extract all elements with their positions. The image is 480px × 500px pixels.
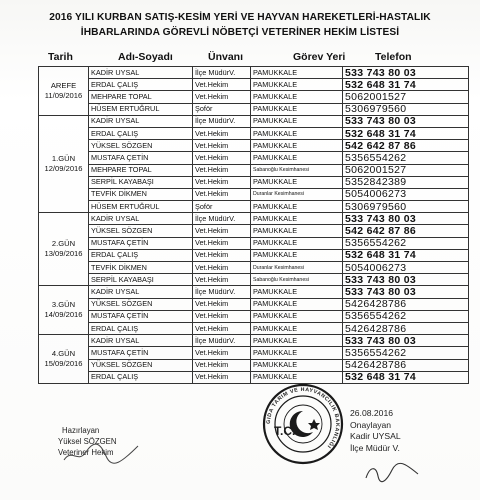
table-row — [39, 371, 469, 383]
duty-cell: PAMUKKALE — [251, 237, 343, 249]
duty-cell: Sabanoğlu Kesimhanesi — [251, 164, 343, 176]
table-row — [39, 237, 469, 249]
title-cell: Şoför — [193, 103, 251, 115]
phone-cell: 5306979560 — [343, 201, 469, 213]
duty-table — [38, 66, 469, 384]
name-cell: KADİR UYSAL — [89, 213, 193, 225]
table-row — [39, 91, 469, 103]
duty-cell: PAMUKKALE — [251, 298, 343, 310]
approval-date: 26.08.2016 — [350, 408, 394, 418]
title-cell: Vet.Hekim — [193, 249, 251, 261]
title-cell: İlçe MüdürV. — [193, 213, 251, 225]
phone-cell: 5426428786 — [343, 298, 469, 310]
title-cell: Vet.Hekim — [193, 371, 251, 383]
table-row — [39, 310, 469, 322]
title-cell: Vet.Hekim — [193, 188, 251, 200]
name-cell: MUSTAFA ÇETİN — [89, 310, 193, 322]
table-row — [39, 286, 469, 298]
phone-cell: 5356554262 — [343, 310, 469, 322]
date-value: 13/09/2016 — [44, 249, 83, 259]
duty-cell: PAMUKKALE — [251, 286, 343, 298]
title-cell: Vet.Hekim — [193, 347, 251, 359]
phone-cell: 5062001527 — [343, 91, 469, 103]
title-cell: Vet.Hekim — [193, 176, 251, 188]
table-row — [39, 213, 469, 225]
table-row — [39, 79, 469, 91]
name-cell: MUSTAFA ÇETİN — [89, 237, 193, 249]
duty-cell: PAMUKKALE — [251, 359, 343, 371]
name-cell: KADİR UYSAL — [89, 335, 193, 347]
duty-cell: PAMUKKALE — [251, 322, 343, 334]
date-cell — [39, 115, 89, 213]
name-cell: ERDAL ÇALIŞ — [89, 127, 193, 139]
preparer-signature — [62, 438, 142, 466]
date-cell — [39, 213, 89, 286]
duty-cell: PAMUKKALE — [251, 91, 343, 103]
date-label: 3.GÜN — [51, 300, 76, 310]
duty-cell: PAMUKKALE — [251, 152, 343, 164]
duty-cell: PAMUKKALE — [251, 201, 343, 213]
name-cell: ERDAL ÇALIŞ — [89, 371, 193, 383]
approved-by-name: Kadir UYSAL — [350, 431, 401, 441]
title-cell: Vet.Hekim — [193, 298, 251, 310]
name-cell: ERDAL ÇALIŞ — [89, 79, 193, 91]
table-row — [39, 188, 469, 200]
table-row — [39, 274, 469, 286]
table-row — [39, 140, 469, 152]
duty-cell: PAMUKKALE — [251, 225, 343, 237]
name-cell: KADİR UYSAL — [89, 286, 193, 298]
duty-cell: PAMUKKALE — [251, 67, 343, 79]
name-cell: MEHPARE TOPAL — [89, 164, 193, 176]
duty-cell: PAMUKKALE — [251, 79, 343, 91]
date-value: 12/09/2016 — [44, 164, 83, 173]
table-row — [39, 359, 469, 371]
date-label: AREFE — [50, 80, 77, 90]
phone-cell: 542 642 87 86 — [343, 225, 469, 237]
name-cell: TEVFİK DİKMEN — [89, 262, 193, 274]
title-cell: Vet.Hekim — [193, 152, 251, 164]
phone-cell: 533 743 80 03 — [343, 213, 469, 225]
title-cell: Vet.Hekim — [193, 322, 251, 334]
phone-cell: 532 648 31 74 — [343, 79, 469, 91]
name-cell: ERDAL ÇALIŞ — [89, 322, 193, 334]
duty-cell: PAMUKKALE — [251, 335, 343, 347]
name-cell: SERPİL KAYABAŞI — [89, 274, 193, 286]
table-row — [39, 201, 469, 213]
name-cell: TEVFİK DİKMEN — [89, 188, 193, 200]
table-row — [39, 152, 469, 164]
stamp-letters: T.C. — [274, 424, 296, 438]
duty-cell: Duranlar Kesimhanesi — [251, 188, 343, 200]
name-cell: MEHPARE TOPAL — [89, 91, 193, 103]
duty-cell: PAMUKKALE — [251, 347, 343, 359]
title-cell: Vet.Hekim — [193, 140, 251, 152]
table-row — [39, 335, 469, 347]
title-cell: Vet.Hekim — [193, 262, 251, 274]
phone-cell: 533 743 80 03 — [343, 115, 469, 127]
phone-cell: 532 648 31 74 — [343, 249, 469, 261]
phone-cell: 533 743 80 03 — [343, 286, 469, 298]
phone-cell: 5054006273 — [343, 188, 469, 200]
name-cell: MUSTAFA ÇETİN — [89, 347, 193, 359]
header-duty: Görev Yeri — [293, 51, 346, 63]
prepared-by-title: Veteriner Hekim — [58, 448, 114, 457]
table-row — [39, 164, 469, 176]
duty-cell: PAMUKKALE — [251, 140, 343, 152]
table-row — [39, 176, 469, 188]
phone-cell: 5426428786 — [343, 322, 469, 334]
name-cell: ERDAL ÇALIŞ — [89, 249, 193, 261]
date-label: 1.GÜN — [51, 154, 76, 163]
table-row — [39, 115, 469, 127]
title-cell: Vet.Hekim — [193, 225, 251, 237]
stamp-ring-text: GIDA TARIM VE HAYVANCILIK BAKANLIĞI — [265, 386, 341, 450]
name-cell: YÜKSEL SÖZGEN — [89, 359, 193, 371]
title-cell: Vet.Hekim — [193, 237, 251, 249]
name-cell: YÜKSEL SÖZGEN — [89, 225, 193, 237]
phone-cell: 5054006273 — [343, 262, 469, 274]
duty-cell: PAMUKKALE — [251, 115, 343, 127]
duty-cell: PAMUKKALE — [251, 127, 343, 139]
title-cell: İlçe MüdürV. — [193, 286, 251, 298]
phone-cell: 532 648 31 74 — [343, 127, 469, 139]
name-cell: KADİR UYSAL — [89, 115, 193, 127]
approved-by-title: İlçe Müdür V. — [350, 442, 400, 453]
title-cell: İlçe MüdürV. — [193, 115, 251, 127]
title-line-2: İHBARLARINDA GÖREVLİ NÖBETÇİ VETERİNER HEKİM LİSTESİ — [80, 27, 400, 38]
table-row — [39, 225, 469, 237]
prepared-by-label: Hazırlayan — [62, 426, 100, 435]
name-cell: HÜSEM ERTUĞRUL — [89, 103, 193, 115]
document-title — [30, 10, 450, 40]
phone-cell: 5426428786 — [343, 359, 469, 371]
approver-signature — [362, 458, 422, 486]
duty-cell: PAMUKKALE — [251, 103, 343, 115]
date-cell — [39, 335, 89, 384]
date-label: 4.GÜN — [51, 349, 76, 358]
table-row — [39, 127, 469, 139]
name-cell: KADİR UYSAL — [89, 67, 193, 79]
title-cell: İlçe MüdürV. — [193, 67, 251, 79]
title-cell: İlçe MüdürV. — [193, 335, 251, 347]
title-cell: Vet.Hekim — [193, 127, 251, 139]
date-cell — [39, 286, 89, 335]
approved-by-block — [350, 408, 401, 454]
phone-cell: 5306979560 — [343, 103, 469, 115]
phone-cell: 5352842389 — [343, 176, 469, 188]
phone-cell: 532 648 31 74 — [343, 371, 469, 383]
name-cell: HÜSEM ERTUĞRUL — [89, 201, 193, 213]
title-cell: Şoför — [193, 201, 251, 213]
title-cell: Vet.Hekim — [193, 310, 251, 322]
name-cell: MUSTAFA ÇETİN — [89, 152, 193, 164]
phone-cell: 5356554262 — [343, 152, 469, 164]
title-line-1: 2016 YILI KURBAN SATIŞ-KESİM YERİ VE HAYVAN HAREKETLERİ-HASTALIK — [49, 12, 431, 23]
table-row — [39, 67, 469, 79]
table-row — [39, 347, 469, 359]
phone-cell: 5356554262 — [343, 347, 469, 359]
date-value: 11/09/2016 — [44, 90, 83, 100]
header-title: Ünvanı — [208, 51, 244, 63]
name-cell: SERPİL KAYABAŞI — [89, 176, 193, 188]
duty-cell: Duranlar Kesimhanesi — [251, 262, 343, 274]
approved-by-label: Onaylayan — [350, 419, 392, 430]
date-label: 2.GÜN — [51, 239, 76, 249]
table-row — [39, 262, 469, 274]
table-row — [39, 103, 469, 115]
duty-table-body — [39, 67, 469, 384]
name-cell: YÜKSEL SÖZGEN — [89, 298, 193, 310]
phone-cell: 533 743 80 03 — [343, 274, 469, 286]
phone-cell: 542 642 87 86 — [343, 140, 469, 152]
duty-cell: PAMUKKALE — [251, 310, 343, 322]
table-row — [39, 298, 469, 310]
phone-cell: 533 743 80 03 — [343, 67, 469, 79]
duty-cell: PAMUKKALE — [251, 371, 343, 383]
phone-cell: 533 743 80 03 — [343, 335, 469, 347]
title-cell: Vet.Hekim — [193, 79, 251, 91]
name-cell: YÜKSEL SÖZGEN — [89, 140, 193, 152]
header-date: Tarih — [48, 51, 73, 63]
official-seal-stamp — [262, 383, 344, 465]
phone-cell: 5062001527 — [343, 164, 469, 176]
table-header — [0, 51, 480, 65]
duty-cell: PAMUKKALE — [251, 176, 343, 188]
title-cell: Vet.Hekim — [193, 91, 251, 103]
phone-cell: 5356554262 — [343, 237, 469, 249]
duty-cell: PAMUKKALE — [251, 249, 343, 261]
duty-cell: PAMUKKALE — [251, 213, 343, 225]
header-phone: Telefon — [375, 51, 412, 63]
title-cell: Vet.Hekim — [193, 359, 251, 371]
date-value: 15/09/2016 — [44, 359, 83, 368]
date-cell — [39, 67, 89, 116]
duty-cell: Sabanoğlu Kesimhanesi — [251, 274, 343, 286]
table-row — [39, 249, 469, 261]
header-name: Adı-Soyadı — [118, 51, 173, 63]
prepared-by-name: Yüksel SÖZGEN — [58, 437, 117, 446]
table-row — [39, 322, 469, 334]
date-value: 14/09/2016 — [44, 310, 83, 320]
title-cell: Vet.Hekim — [193, 164, 251, 176]
title-cell: Vet.Hekim — [193, 274, 251, 286]
